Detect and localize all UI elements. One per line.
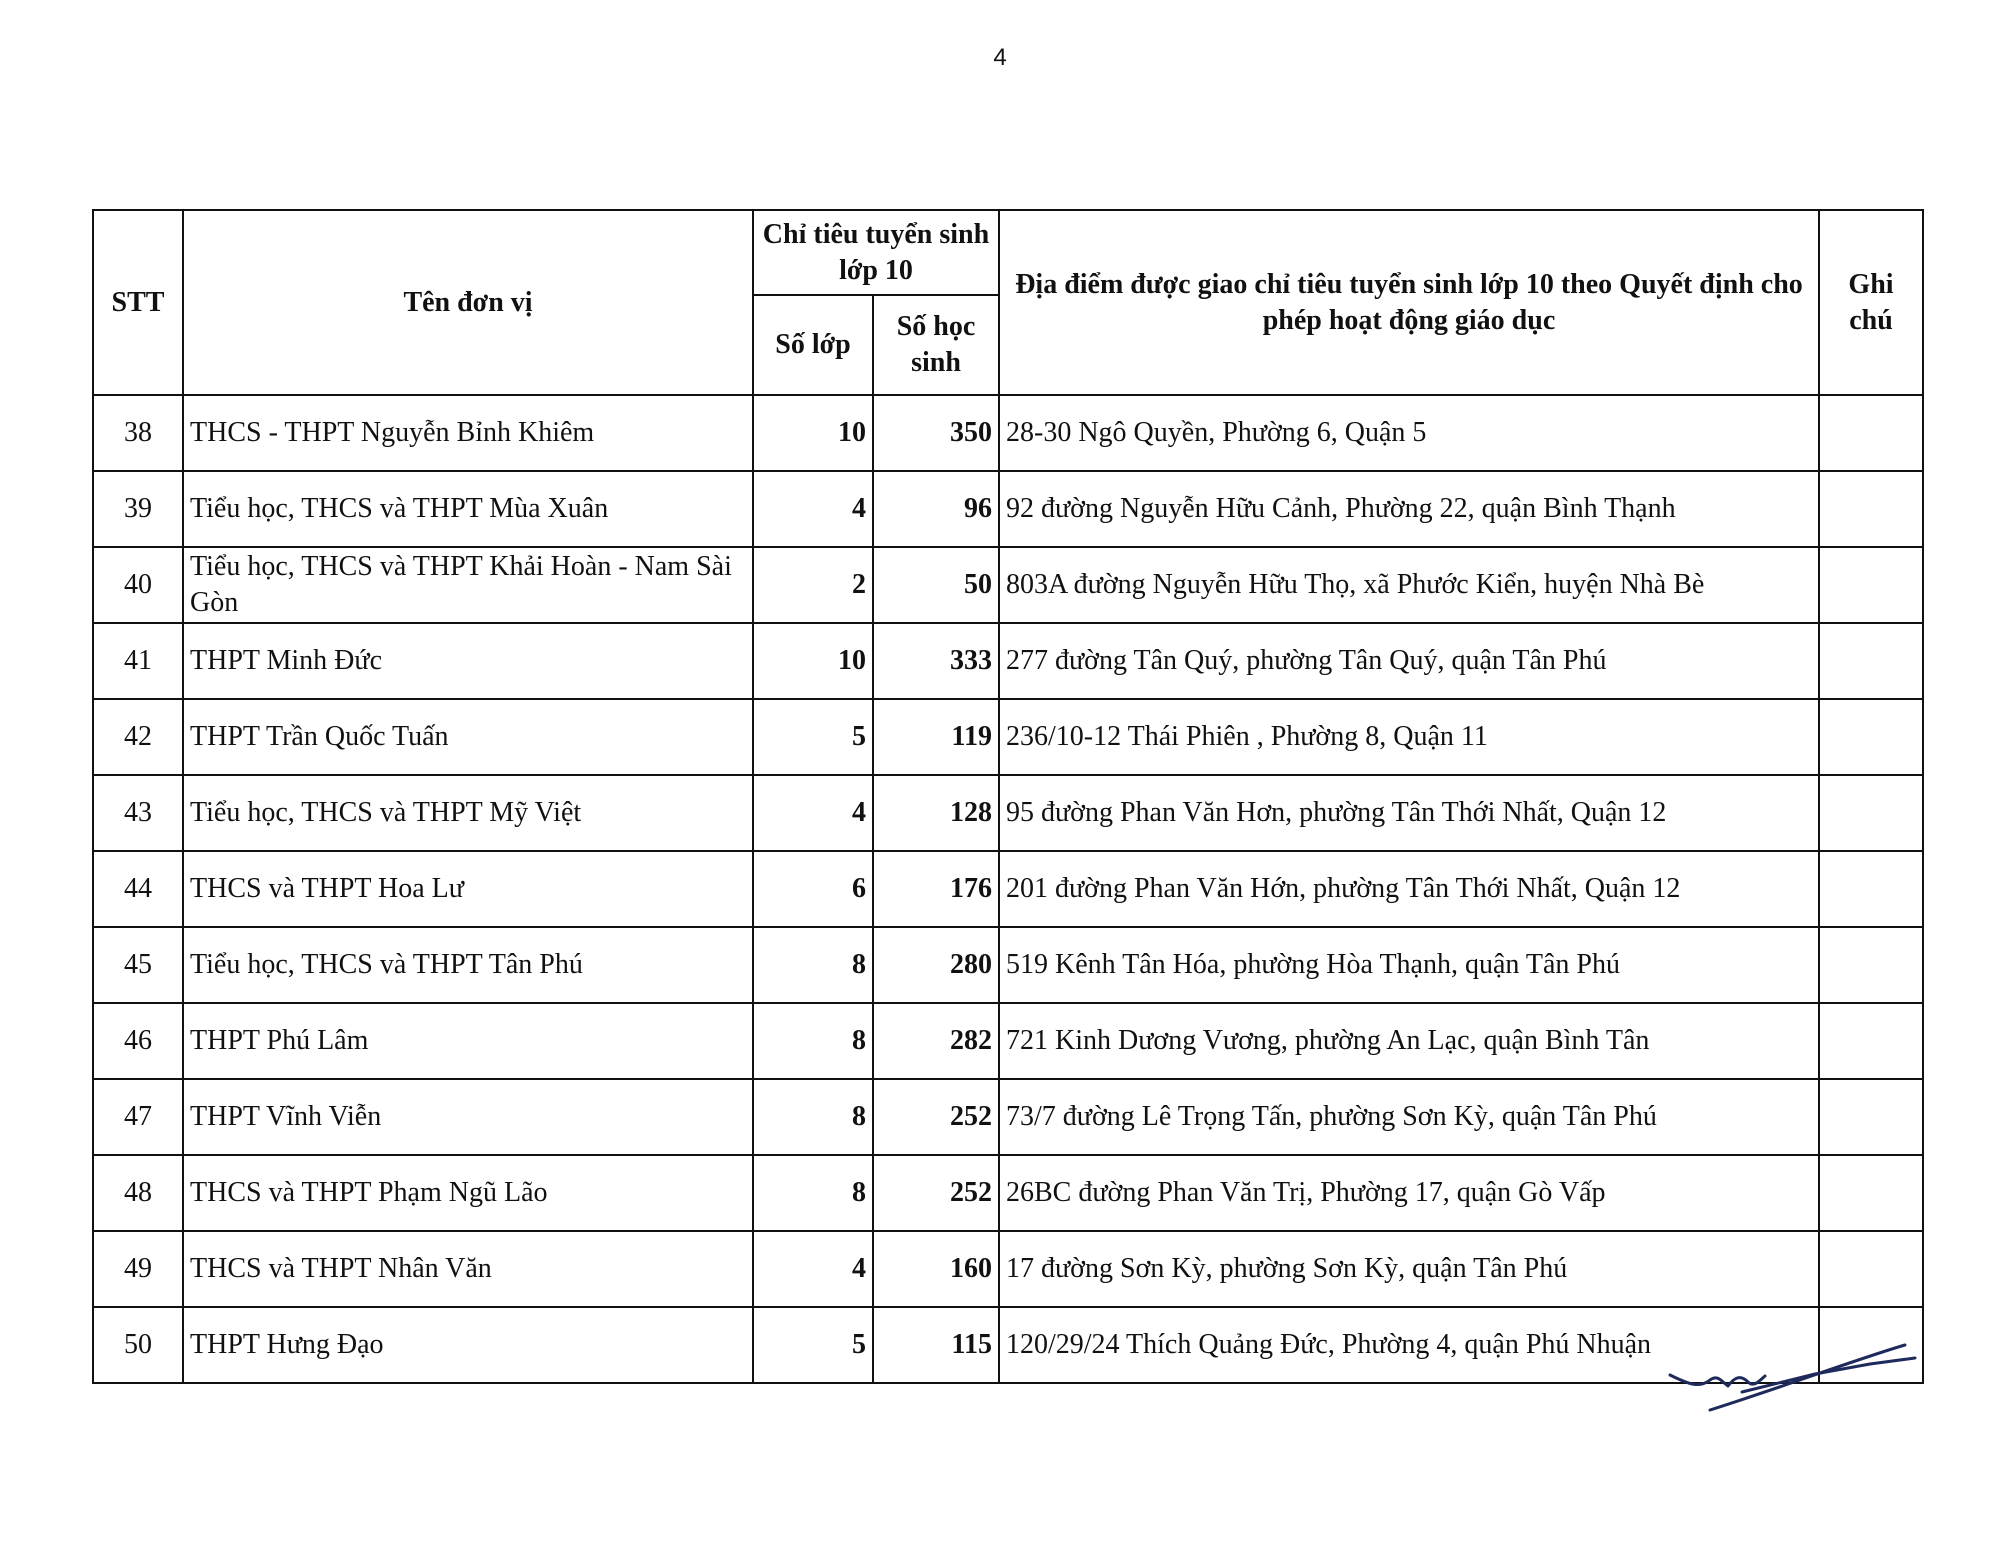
row-unit-name: THCS và THPT Hoa Lư [183, 851, 753, 927]
row-note [1819, 775, 1923, 851]
header-quota-group: Chỉ tiêu tuyển sinh lớp 10 [753, 210, 999, 295]
row-address: 17 đường Sơn Kỳ, phường Sơn Kỳ, quận Tân Phú [999, 1231, 1819, 1307]
row-stt: 41 [93, 623, 183, 699]
row-stt: 45 [93, 927, 183, 1003]
header-students: Số học sinh [873, 295, 999, 395]
table-header-row [93, 210, 1923, 295]
table-row [93, 775, 1923, 851]
row-address: 92 đường Nguyễn Hữu Cảnh, Phường 22, quận Bình Thạnh [999, 471, 1819, 547]
row-classes: 10 [753, 395, 873, 471]
table-body [93, 395, 1923, 1383]
row-classes: 4 [753, 775, 873, 851]
row-stt: 48 [93, 1155, 183, 1231]
table-row [93, 471, 1923, 547]
row-stt: 38 [93, 395, 183, 471]
row-students: 96 [873, 471, 999, 547]
row-note [1819, 1079, 1923, 1155]
row-address: 721 Kinh Dương Vương, phường An Lạc, quận Bình Tân [999, 1003, 1819, 1079]
row-unit-name: THPT Trần Quốc Tuấn [183, 699, 753, 775]
table-row [93, 1231, 1923, 1307]
row-students: 50 [873, 547, 999, 623]
row-stt: 50 [93, 1307, 183, 1383]
row-unit-name: THCS và THPT Phạm Ngũ Lão [183, 1155, 753, 1231]
row-note [1819, 1003, 1923, 1079]
row-note [1819, 1155, 1923, 1231]
row-address: 120/29/24 Thích Quảng Đức, Phường 4, quận Phú Nhuận [999, 1307, 1819, 1383]
row-students: 282 [873, 1003, 999, 1079]
row-note [1819, 547, 1923, 623]
row-address: 803A đường Nguyễn Hữu Thọ, xã Phước Kiển, huyện Nhà Bè [999, 547, 1819, 623]
row-note [1819, 623, 1923, 699]
table-row [93, 1155, 1923, 1231]
row-unit-name: THPT Phú Lâm [183, 1003, 753, 1079]
row-students: 252 [873, 1079, 999, 1155]
signature-stroke [1742, 1358, 1915, 1392]
row-address: 519 Kênh Tân Hóa, phường Hòa Thạnh, quận Tân Phú [999, 927, 1819, 1003]
row-note [1819, 1231, 1923, 1307]
row-students: 252 [873, 1155, 999, 1231]
row-classes: 8 [753, 1155, 873, 1231]
row-classes: 4 [753, 471, 873, 547]
row-note [1819, 395, 1923, 471]
row-note [1819, 471, 1923, 547]
row-students: 350 [873, 395, 999, 471]
row-classes: 6 [753, 851, 873, 927]
row-note [1819, 927, 1923, 1003]
row-stt: 46 [93, 1003, 183, 1079]
signature-mark [1630, 1330, 1950, 1440]
row-address: 26BC đường Phan Văn Trị, Phường 17, quận Gò Vấp [999, 1155, 1819, 1231]
row-unit-name: THPT Minh Đức [183, 623, 753, 699]
row-students: 128 [873, 775, 999, 851]
row-unit-name: Tiểu học, THCS và THPT Tân Phú [183, 927, 753, 1003]
row-unit-name: THCS - THPT Nguyễn Bỉnh Khiêm [183, 395, 753, 471]
row-classes: 10 [753, 623, 873, 699]
row-students: 333 [873, 623, 999, 699]
row-unit-name: Tiểu học, THCS và THPT Mùa Xuân [183, 471, 753, 547]
row-classes: 2 [753, 547, 873, 623]
row-unit-name: THPT Vĩnh Viễn [183, 1079, 753, 1155]
signature-stroke [1670, 1375, 1765, 1386]
table-row [93, 547, 1923, 623]
row-students: 176 [873, 851, 999, 927]
row-address: 236/10-12 Thái Phiên , Phường 8, Quận 11 [999, 699, 1819, 775]
table-row [93, 1079, 1923, 1155]
row-note [1819, 851, 1923, 927]
row-address: 28-30 Ngô Quyền, Phường 6, Quận 5 [999, 395, 1819, 471]
quota-table [92, 209, 1924, 1384]
table-row [93, 699, 1923, 775]
row-classes: 8 [753, 1079, 873, 1155]
header-unit-name: Tên đơn vị [183, 210, 753, 395]
row-unit-name: THPT Hưng Đạo [183, 1307, 753, 1383]
row-stt: 42 [93, 699, 183, 775]
header-classes: Số lớp [753, 295, 873, 395]
row-stt: 40 [93, 547, 183, 623]
row-note [1819, 699, 1923, 775]
header-location: Địa điểm được giao chỉ tiêu tuyển sinh lớp 10 theo Quyết định cho phép hoạt động giáo dục [999, 210, 1819, 395]
row-classes: 5 [753, 1307, 873, 1383]
table-row [93, 1003, 1923, 1079]
row-stt: 47 [93, 1079, 183, 1155]
header-stt: STT [93, 210, 183, 395]
page-number: 4 [993, 44, 1007, 71]
row-students: 160 [873, 1231, 999, 1307]
table-row [93, 851, 1923, 927]
row-unit-name: Tiểu học, THCS và THPT Mỹ Việt [183, 775, 753, 851]
row-classes: 8 [753, 1003, 873, 1079]
row-stt: 39 [93, 471, 183, 547]
row-students: 119 [873, 699, 999, 775]
header-note: Ghi chú [1819, 210, 1923, 395]
row-stt: 43 [93, 775, 183, 851]
table-row [93, 927, 1923, 1003]
row-unit-name: Tiểu học, THCS và THPT Khải Hoàn - Nam Sài Gòn [183, 547, 753, 623]
row-classes: 5 [753, 699, 873, 775]
table-row [93, 395, 1923, 471]
table-row [93, 623, 1923, 699]
row-address: 201 đường Phan Văn Hớn, phường Tân Thới Nhất, Quận 12 [999, 851, 1819, 927]
row-students: 115 [873, 1307, 999, 1383]
row-stt: 44 [93, 851, 183, 927]
row-classes: 8 [753, 927, 873, 1003]
row-students: 280 [873, 927, 999, 1003]
row-unit-name: THCS và THPT Nhân Văn [183, 1231, 753, 1307]
row-address: 73/7 đường Lê Trọng Tấn, phường Sơn Kỳ, quận Tân Phú [999, 1079, 1819, 1155]
row-classes: 4 [753, 1231, 873, 1307]
row-address: 95 đường Phan Văn Hơn, phường Tân Thới Nhất, Quận 12 [999, 775, 1819, 851]
row-address: 277 đường Tân Quý, phường Tân Quý, quận Tân Phú [999, 623, 1819, 699]
row-stt: 49 [93, 1231, 183, 1307]
